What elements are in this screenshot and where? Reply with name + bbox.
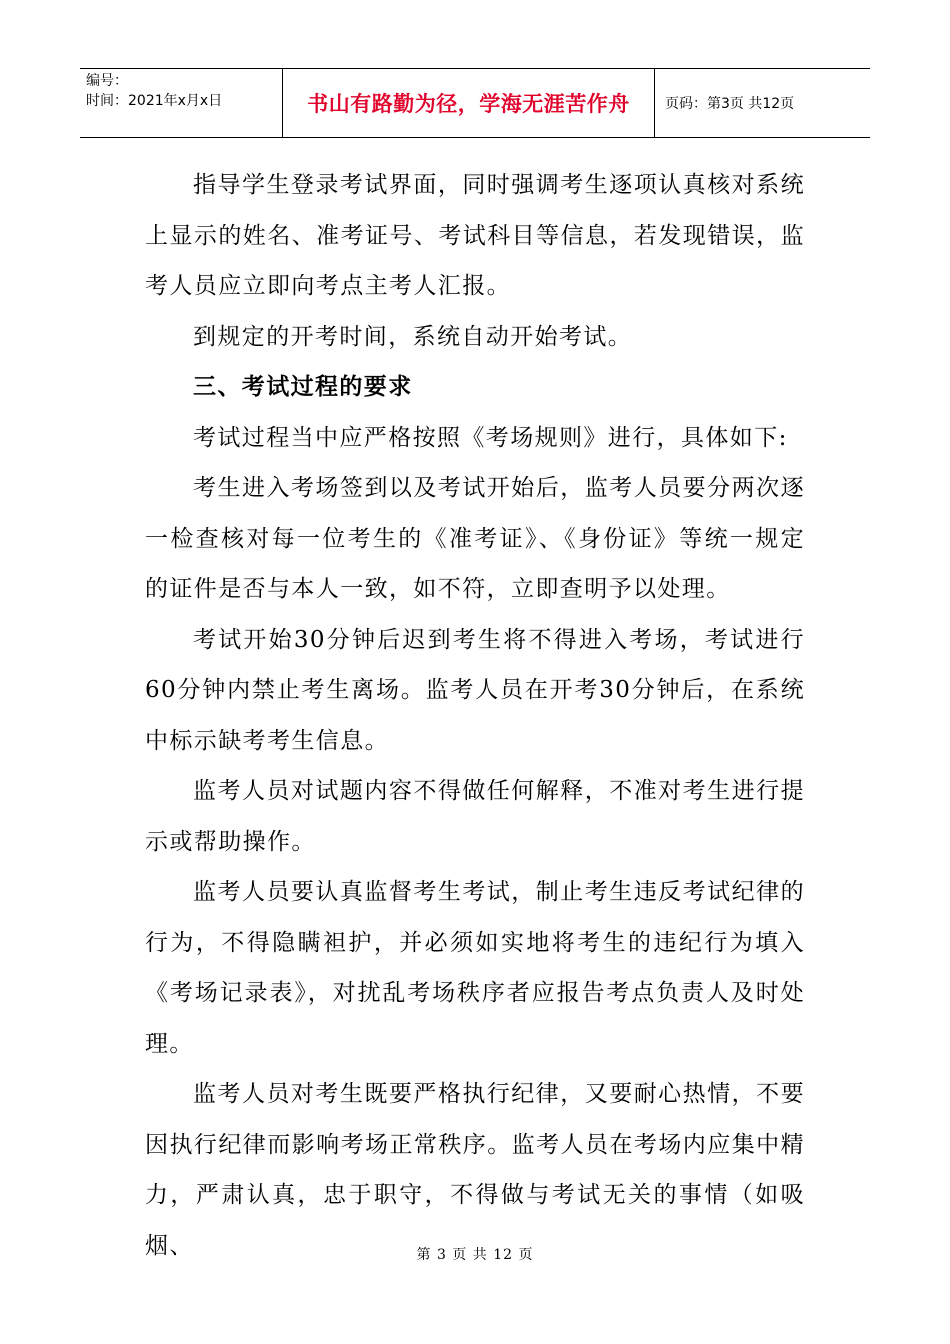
number-label: 编号： [86, 73, 128, 89]
paragraph: 考试开始30分钟后迟到考生将不得进入考场，考试进行60分钟内禁止考生离场。监考人员在开考30分钟后，在系统中标示缺考考生信息。 [145, 626, 805, 754]
document-header [80, 68, 870, 138]
page-footer: 第 3 页 共 12 页 [416, 1247, 534, 1263]
paragraph: 考生进入考场签到以及考试开始后，监考人员要分两次逐一检查核对每一位考生的《准考证》、《身份证》等统一规定的证件是否与本人一致，如不符，立即查明予以处理。 [145, 475, 805, 602]
page-info: 页码：第3页 共12页 [665, 96, 795, 112]
paragraph: 监考人员对试题内容不得做任何解释，不准对考生进行提示或帮助操作。 [145, 778, 805, 855]
paragraph: 指导学生登录考试界面，同时强调考生逐项认真核对系统上显示的姓名、准考证号、考试科目等信息，若发现错误，监考人员应立即向考点主考人汇报。 [145, 172, 805, 299]
paragraph: 监考人员对考生既要严格执行纪律，又要耐心热情，不要因执行纪律而影响考场正常秩序。监考人员在考场内应集中精力，严肃认真，忠于职守，不得做与考试无关的事情（如吸烟、 [145, 1081, 805, 1259]
paragraph: 监考人员要认真监督考生考试，制止考生违反考试纪律的行为，不得隐瞒袒护，并必须如实地将考生的违纪行为填入《考场记录表》，对扰乱考场秩序者应报告考点负责人及时处理。 [145, 879, 805, 1057]
paragraph: 到规定的开考时间，系统自动开始考试。 [193, 323, 633, 350]
paragraph: 考试过程当中应严格按照《考场规则》进行，具体如下: [193, 424, 788, 451]
motto-text: 书山有路勤为径，学海无涯苦作舟 [307, 92, 630, 116]
header-page-cell [655, 69, 870, 137]
section-heading: 三、考试过程的要求 [193, 374, 413, 400]
header-left-cell [80, 69, 283, 137]
header-motto-cell [283, 69, 655, 137]
document-body [145, 160, 805, 1271]
time-label: 时间：2021年x月x日 [86, 93, 223, 109]
